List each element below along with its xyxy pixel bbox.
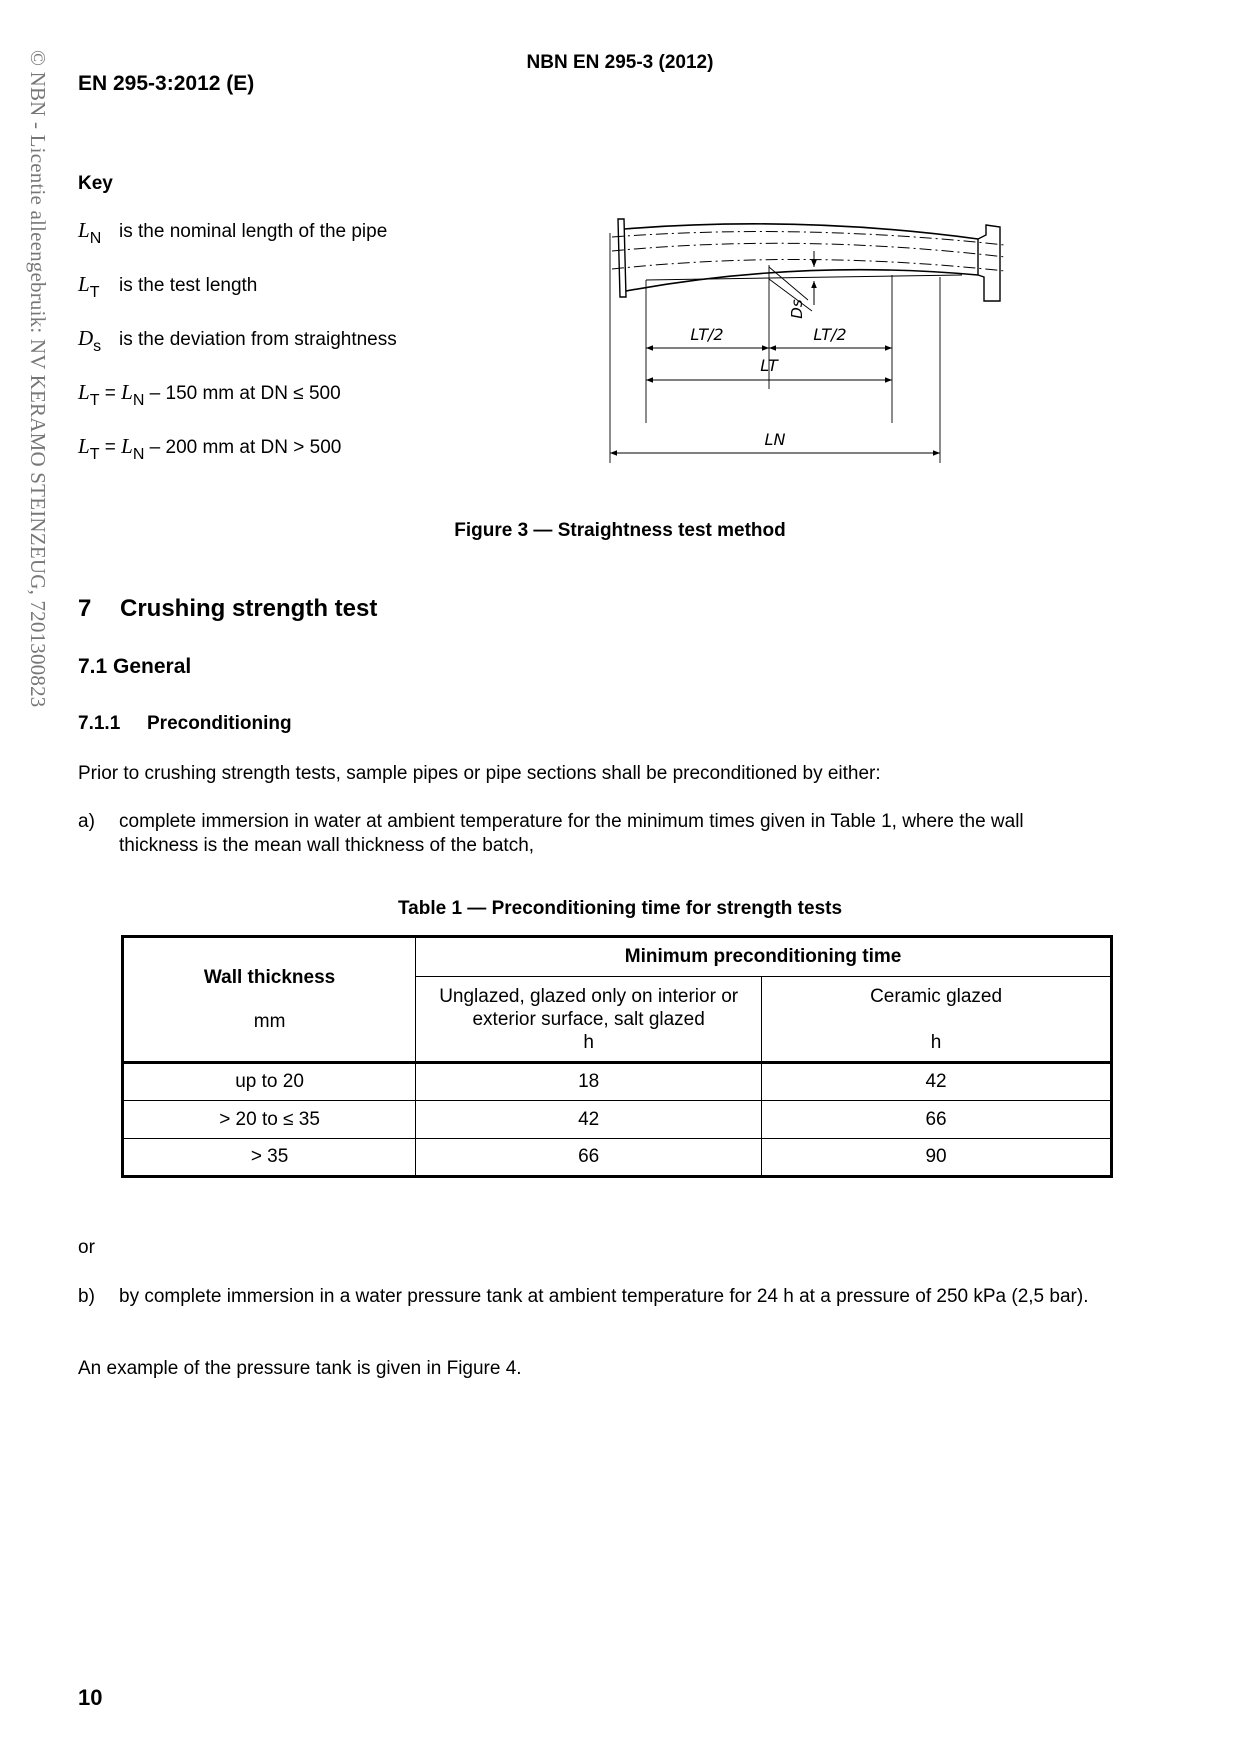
straightness-test-figure xyxy=(600,205,1020,475)
formula-symbol: L xyxy=(121,380,133,404)
key-formula xyxy=(78,434,341,462)
key-item xyxy=(78,326,397,354)
table-cell: 66 xyxy=(762,1101,1112,1139)
key-symbol: L xyxy=(78,218,90,242)
key-subscript: N xyxy=(89,230,102,247)
table-title: Table 1 — Preconditioning time for strength tests xyxy=(397,898,843,919)
section-title: Crushing strength test xyxy=(120,595,378,622)
formula-subscript: N xyxy=(132,446,145,463)
formula-equals: = xyxy=(99,383,122,404)
pipe-outer-wall-bottom xyxy=(626,270,978,291)
table-cell: > 35 xyxy=(123,1139,416,1177)
table-cell: up to 20 xyxy=(123,1063,416,1101)
list-label: b) xyxy=(78,1286,95,1307)
table-row xyxy=(123,1139,1112,1177)
key-description: is the test length xyxy=(119,275,258,296)
key-symbol: D xyxy=(78,326,94,350)
key-item xyxy=(78,272,257,300)
key-description: is the deviation from straightness xyxy=(119,329,397,350)
test-length-label: LT xyxy=(760,356,778,375)
subsubsection-title: Preconditioning xyxy=(147,713,292,734)
straightedge-line xyxy=(646,275,962,280)
table-row xyxy=(123,1063,1112,1101)
header-cell-unglazed xyxy=(416,977,762,1063)
list-label: a) xyxy=(78,811,95,832)
header-cell-ceramic xyxy=(762,977,1112,1063)
column-header: Unglazed, glazed only on interior or exterior surface, salt glazed xyxy=(439,986,739,1030)
pipe-inner-line xyxy=(612,232,1005,245)
figure-caption: Figure 3 — Straightness test method xyxy=(454,520,786,541)
column-unit: h xyxy=(930,1032,942,1053)
table-cell: 18 xyxy=(416,1063,762,1101)
table-cell: 90 xyxy=(762,1139,1112,1177)
table-row xyxy=(123,1101,1112,1139)
subsection-heading: 7.1 General xyxy=(78,655,192,678)
formula-text: – 200 mm at DN > 500 xyxy=(144,437,342,458)
group-header-cell: Minimum preconditioning time xyxy=(416,937,1112,977)
formula-equals: = xyxy=(99,437,122,458)
section-number: 7 xyxy=(78,595,92,622)
header-standard-id: NBN EN 295-3 (2012) xyxy=(526,52,714,73)
formula-symbol: L xyxy=(78,434,90,458)
preconditioning-table xyxy=(121,935,1113,1178)
formula-text: – 150 mm at DN ≤ 500 xyxy=(144,383,341,404)
pipe-inner-line xyxy=(612,259,1005,271)
key-description: is the nominal length of the pipe xyxy=(119,221,388,242)
table-cell: 42 xyxy=(762,1063,1112,1101)
half-length-label-left: LT/2 xyxy=(690,325,724,344)
pipe-outer-wall-top xyxy=(624,224,978,239)
pipe-end-left xyxy=(618,219,626,297)
list-text: complete immersion in water at ambient temperature for the minimum times given in Table 1, where the wall thickness is the mean wall thickness of the batch, xyxy=(119,811,1024,856)
formula-symbol: L xyxy=(78,380,90,404)
subsubsection-number: 7.1.1 xyxy=(78,713,121,734)
half-length-label-right: LT/2 xyxy=(813,325,847,344)
or-text: or xyxy=(78,1237,95,1258)
table-cell: 42 xyxy=(416,1101,762,1139)
deviation-label: Ds xyxy=(788,299,806,319)
header-cell-wall-thickness xyxy=(123,937,416,1063)
formula-symbol: L xyxy=(121,434,133,458)
formula-subscript: N xyxy=(132,392,145,409)
table-cell: > 20 to ≤ 35 xyxy=(123,1101,416,1139)
list-text: by complete immersion in a water pressure tank at ambient temperature for 24 h at a pressure of 250 kPa (2,5 bar). xyxy=(119,1286,1089,1307)
formula-subscript: T xyxy=(89,392,100,409)
key-formula xyxy=(78,380,341,408)
nominal-length-label: LN xyxy=(764,430,786,449)
column-unit: h xyxy=(583,1032,594,1053)
key-item xyxy=(78,218,387,246)
pipe-axis-line xyxy=(612,243,1005,257)
subsubsection-heading xyxy=(78,713,292,735)
column-header: Ceramic glazed xyxy=(870,986,1003,1007)
intro-paragraph: Prior to crushing strength tests, sample pipes or pipe sections shall be preconditioned by either: xyxy=(78,763,881,784)
formula-subscript: T xyxy=(89,446,100,463)
section-heading xyxy=(78,595,377,623)
column-header: Wall thickness xyxy=(203,966,336,988)
key-subscript: T xyxy=(89,284,100,301)
key-title: Key xyxy=(78,173,113,194)
column-unit: mm xyxy=(253,1010,286,1032)
list-item-a xyxy=(78,810,1108,858)
closing-paragraph: An example of the pressure tank is given in Figure 4. xyxy=(78,1358,522,1379)
header-document-id: EN 295-3:2012 (E) xyxy=(78,72,255,95)
key-symbol: L xyxy=(78,272,90,296)
page-number: 10 xyxy=(78,1685,103,1710)
copyright-watermark: © NBN - Licentie alleengebruik: NV KERAMO STEINZEUG, 7201300823 xyxy=(26,50,50,708)
list-item-b xyxy=(78,1285,1108,1309)
key-subscript: s xyxy=(93,338,102,355)
pipe-socket-right xyxy=(978,225,1000,301)
table-cell: 66 xyxy=(416,1139,762,1177)
